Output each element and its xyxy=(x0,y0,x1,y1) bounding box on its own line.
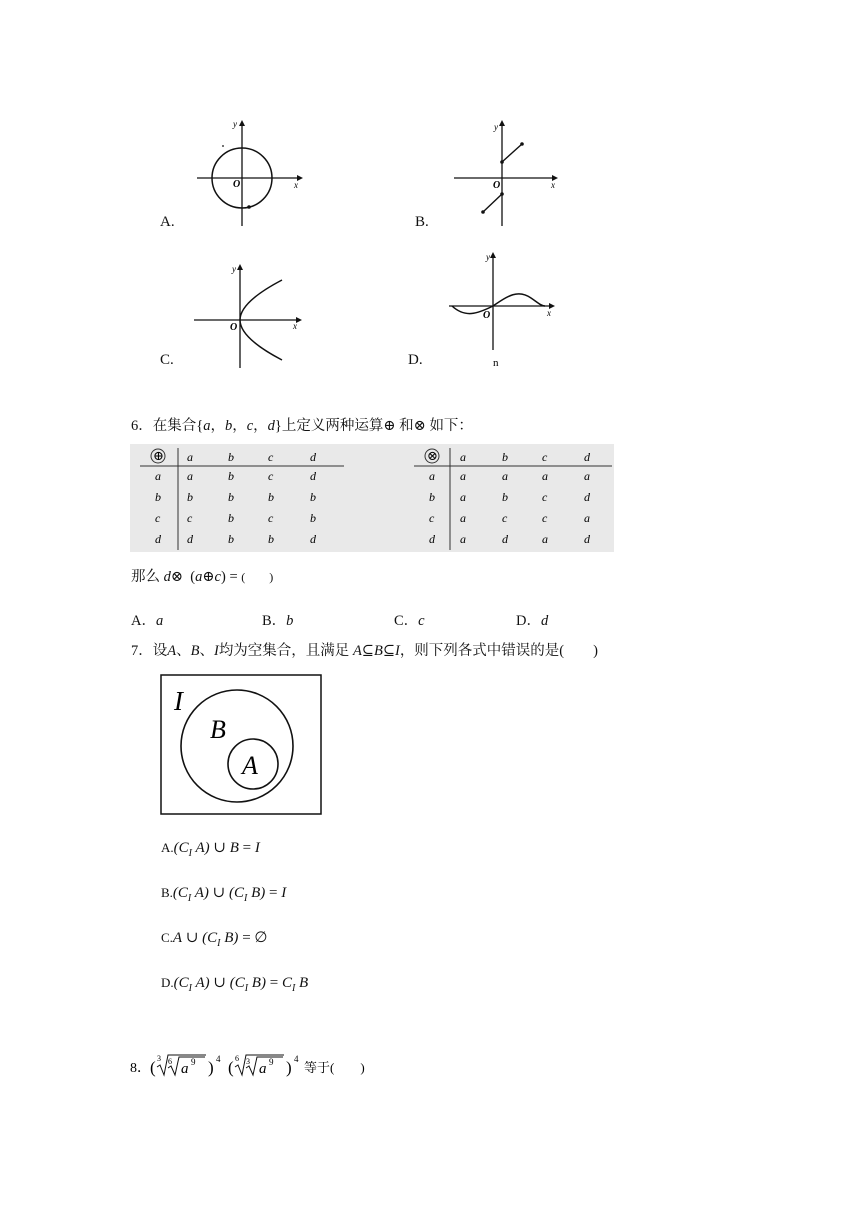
table_times-row-head: b xyxy=(429,490,435,504)
graph-d-label: D. xyxy=(408,352,423,368)
table_times-col-head: b xyxy=(502,450,508,464)
svg-text:a: a xyxy=(181,1061,189,1077)
q6-question: 那么 d⊗ (a⊕c) = ( ) xyxy=(131,569,274,585)
graph-a xyxy=(195,118,305,228)
table_times-row-head: d xyxy=(429,532,435,546)
graph-d-stray-mark: n xyxy=(493,357,499,369)
table_plus-cell: b xyxy=(187,490,193,504)
graph-b xyxy=(450,118,562,230)
svg-text:4: 4 xyxy=(216,1054,221,1064)
q8-tail: 等于( ) xyxy=(304,1060,365,1075)
table_times-cell: a xyxy=(584,469,590,483)
venn-label-a: A xyxy=(242,751,258,780)
graph-c xyxy=(192,262,307,370)
table_times-cell: a xyxy=(460,532,466,546)
table_plus-cell: d xyxy=(310,469,316,483)
table_plus-cell: c xyxy=(268,511,274,525)
q7-option-d[interactable]: $D.(C_I$ A) ∪ ($C_I$ $B) = C_I$ B xyxy=(161,975,309,994)
graph-d xyxy=(447,250,559,370)
table_plus-row-head: d xyxy=(155,532,161,546)
svg-text:9: 9 xyxy=(191,1057,196,1067)
q7-option-a[interactable]: $A.(C_I$ A) ∪ B = I xyxy=(161,840,260,859)
table_times-cell: d xyxy=(584,490,590,504)
graph-d-y-label: y xyxy=(486,252,490,262)
q6-choice-d[interactable]: D．d xyxy=(516,613,549,629)
graph-b-x-label: x xyxy=(551,180,555,190)
table_times-cell: a xyxy=(502,469,508,483)
table_times-row-head: a xyxy=(429,469,435,483)
graph-c-x-label: x xyxy=(293,321,297,331)
svg-text:3: 3 xyxy=(246,1057,250,1066)
graph-a-origin: O xyxy=(233,179,241,190)
table_times-cell: a xyxy=(542,469,548,483)
svg-text:): ) xyxy=(286,1058,292,1077)
table_plus-cell: d xyxy=(310,532,316,546)
q8-number: 8． xyxy=(130,1061,151,1076)
svg-text:a: a xyxy=(259,1061,267,1077)
graph-a-label: A. xyxy=(160,214,175,230)
table_plus-cell: c xyxy=(268,469,274,483)
q8-expression xyxy=(128,1046,388,1082)
venn-diagram xyxy=(160,674,323,816)
q6-prompt: 6．在集合{a，b，c，d}上定义两种运算⊕ 和⊗ 如下： xyxy=(131,418,473,434)
graph-c-y-label: y xyxy=(232,264,236,274)
table_times-row-head: c xyxy=(429,511,435,525)
table_plus-cell: b xyxy=(228,532,234,546)
table_plus-cell: b xyxy=(310,511,316,525)
table_plus-cell: b xyxy=(228,469,234,483)
table_times-col-head: a xyxy=(460,450,466,464)
svg-text:(: ( xyxy=(150,1058,156,1077)
table_times-cell: c xyxy=(542,511,548,525)
table_times-op-symbol: ⊗ xyxy=(427,448,438,463)
table_times-cell: b xyxy=(502,490,508,504)
q6-choice-c[interactable]: C．c xyxy=(394,613,425,629)
table_times-col-head: d xyxy=(584,450,590,464)
svg-text:3: 3 xyxy=(157,1054,161,1063)
venn-label-i: I xyxy=(174,686,183,716)
graph-b-origin: O xyxy=(493,180,501,191)
q6-number: 6． xyxy=(131,418,153,434)
svg-text:9: 9 xyxy=(269,1057,274,1067)
svg-text:4: 4 xyxy=(294,1054,299,1064)
table_times-col-head: c xyxy=(542,450,548,464)
svg-text:6: 6 xyxy=(168,1057,172,1066)
graph-c-label: C. xyxy=(160,352,174,368)
table_plus-cell: c xyxy=(187,511,193,525)
table_times-cell: c xyxy=(502,511,508,525)
table_plus-row-head: a xyxy=(155,469,161,483)
svg-text:(: ( xyxy=(228,1058,234,1077)
table_plus-op-symbol: ⊕ xyxy=(153,448,164,463)
table_times-cell: c xyxy=(542,490,548,504)
q7-prompt: 7．设A、B、I均为空集合，且满足 A⊆B⊆I，则下列各式中错误的是( ) xyxy=(131,643,598,659)
table_plus-col-head: c xyxy=(268,450,274,464)
q6-choice-a[interactable]: A．a xyxy=(131,613,164,629)
table_plus-row-head: b xyxy=(155,490,161,504)
table_times-cell: a xyxy=(584,511,590,525)
table_plus-cell: b xyxy=(228,490,234,504)
table_times-cell: d xyxy=(502,532,508,546)
table_times-cell: d xyxy=(584,532,590,546)
q7-option-c[interactable]: C.A ∪ ($C_I$ B) = ∅ xyxy=(161,930,268,949)
table_plus-cell: a xyxy=(187,469,193,483)
table_plus-col-head: a xyxy=(187,450,193,464)
table_times-cell: a xyxy=(460,490,466,504)
graph-d-origin: O xyxy=(483,310,491,321)
table_plus-row-head: c xyxy=(155,511,161,525)
graph-d-x-label: x xyxy=(547,308,551,318)
table-times xyxy=(410,444,614,552)
table-plus xyxy=(130,444,350,552)
table_plus-cell: b xyxy=(310,490,316,504)
graph-a-x-label: x xyxy=(294,180,298,190)
venn-label-b: B xyxy=(210,715,226,744)
table_times-cell: a xyxy=(542,532,548,546)
table_plus-col-head: b xyxy=(228,450,234,464)
svg-text:): ) xyxy=(208,1058,214,1077)
table_plus-cell: b xyxy=(268,490,274,504)
q6-choice-b[interactable]: B．b xyxy=(262,613,294,629)
svg-text:6: 6 xyxy=(235,1054,239,1063)
table_plus-cell: b xyxy=(228,511,234,525)
graph-b-y-label: y xyxy=(494,122,498,132)
q7-option-b[interactable]: $B.(C_I$ A) ∪ ($C_I$ B) = I xyxy=(161,885,287,904)
table_plus-cell: b xyxy=(268,532,274,546)
table_plus-col-head: d xyxy=(310,450,316,464)
graph-a-y-label: y xyxy=(233,119,237,129)
q7-number: 7． xyxy=(131,643,153,659)
table_plus-cell: d xyxy=(187,532,193,546)
table_times-cell: a xyxy=(460,511,466,525)
graph-b-label: B. xyxy=(415,214,429,230)
graph-c-origin: O xyxy=(230,322,238,333)
table_times-cell: a xyxy=(460,469,466,483)
